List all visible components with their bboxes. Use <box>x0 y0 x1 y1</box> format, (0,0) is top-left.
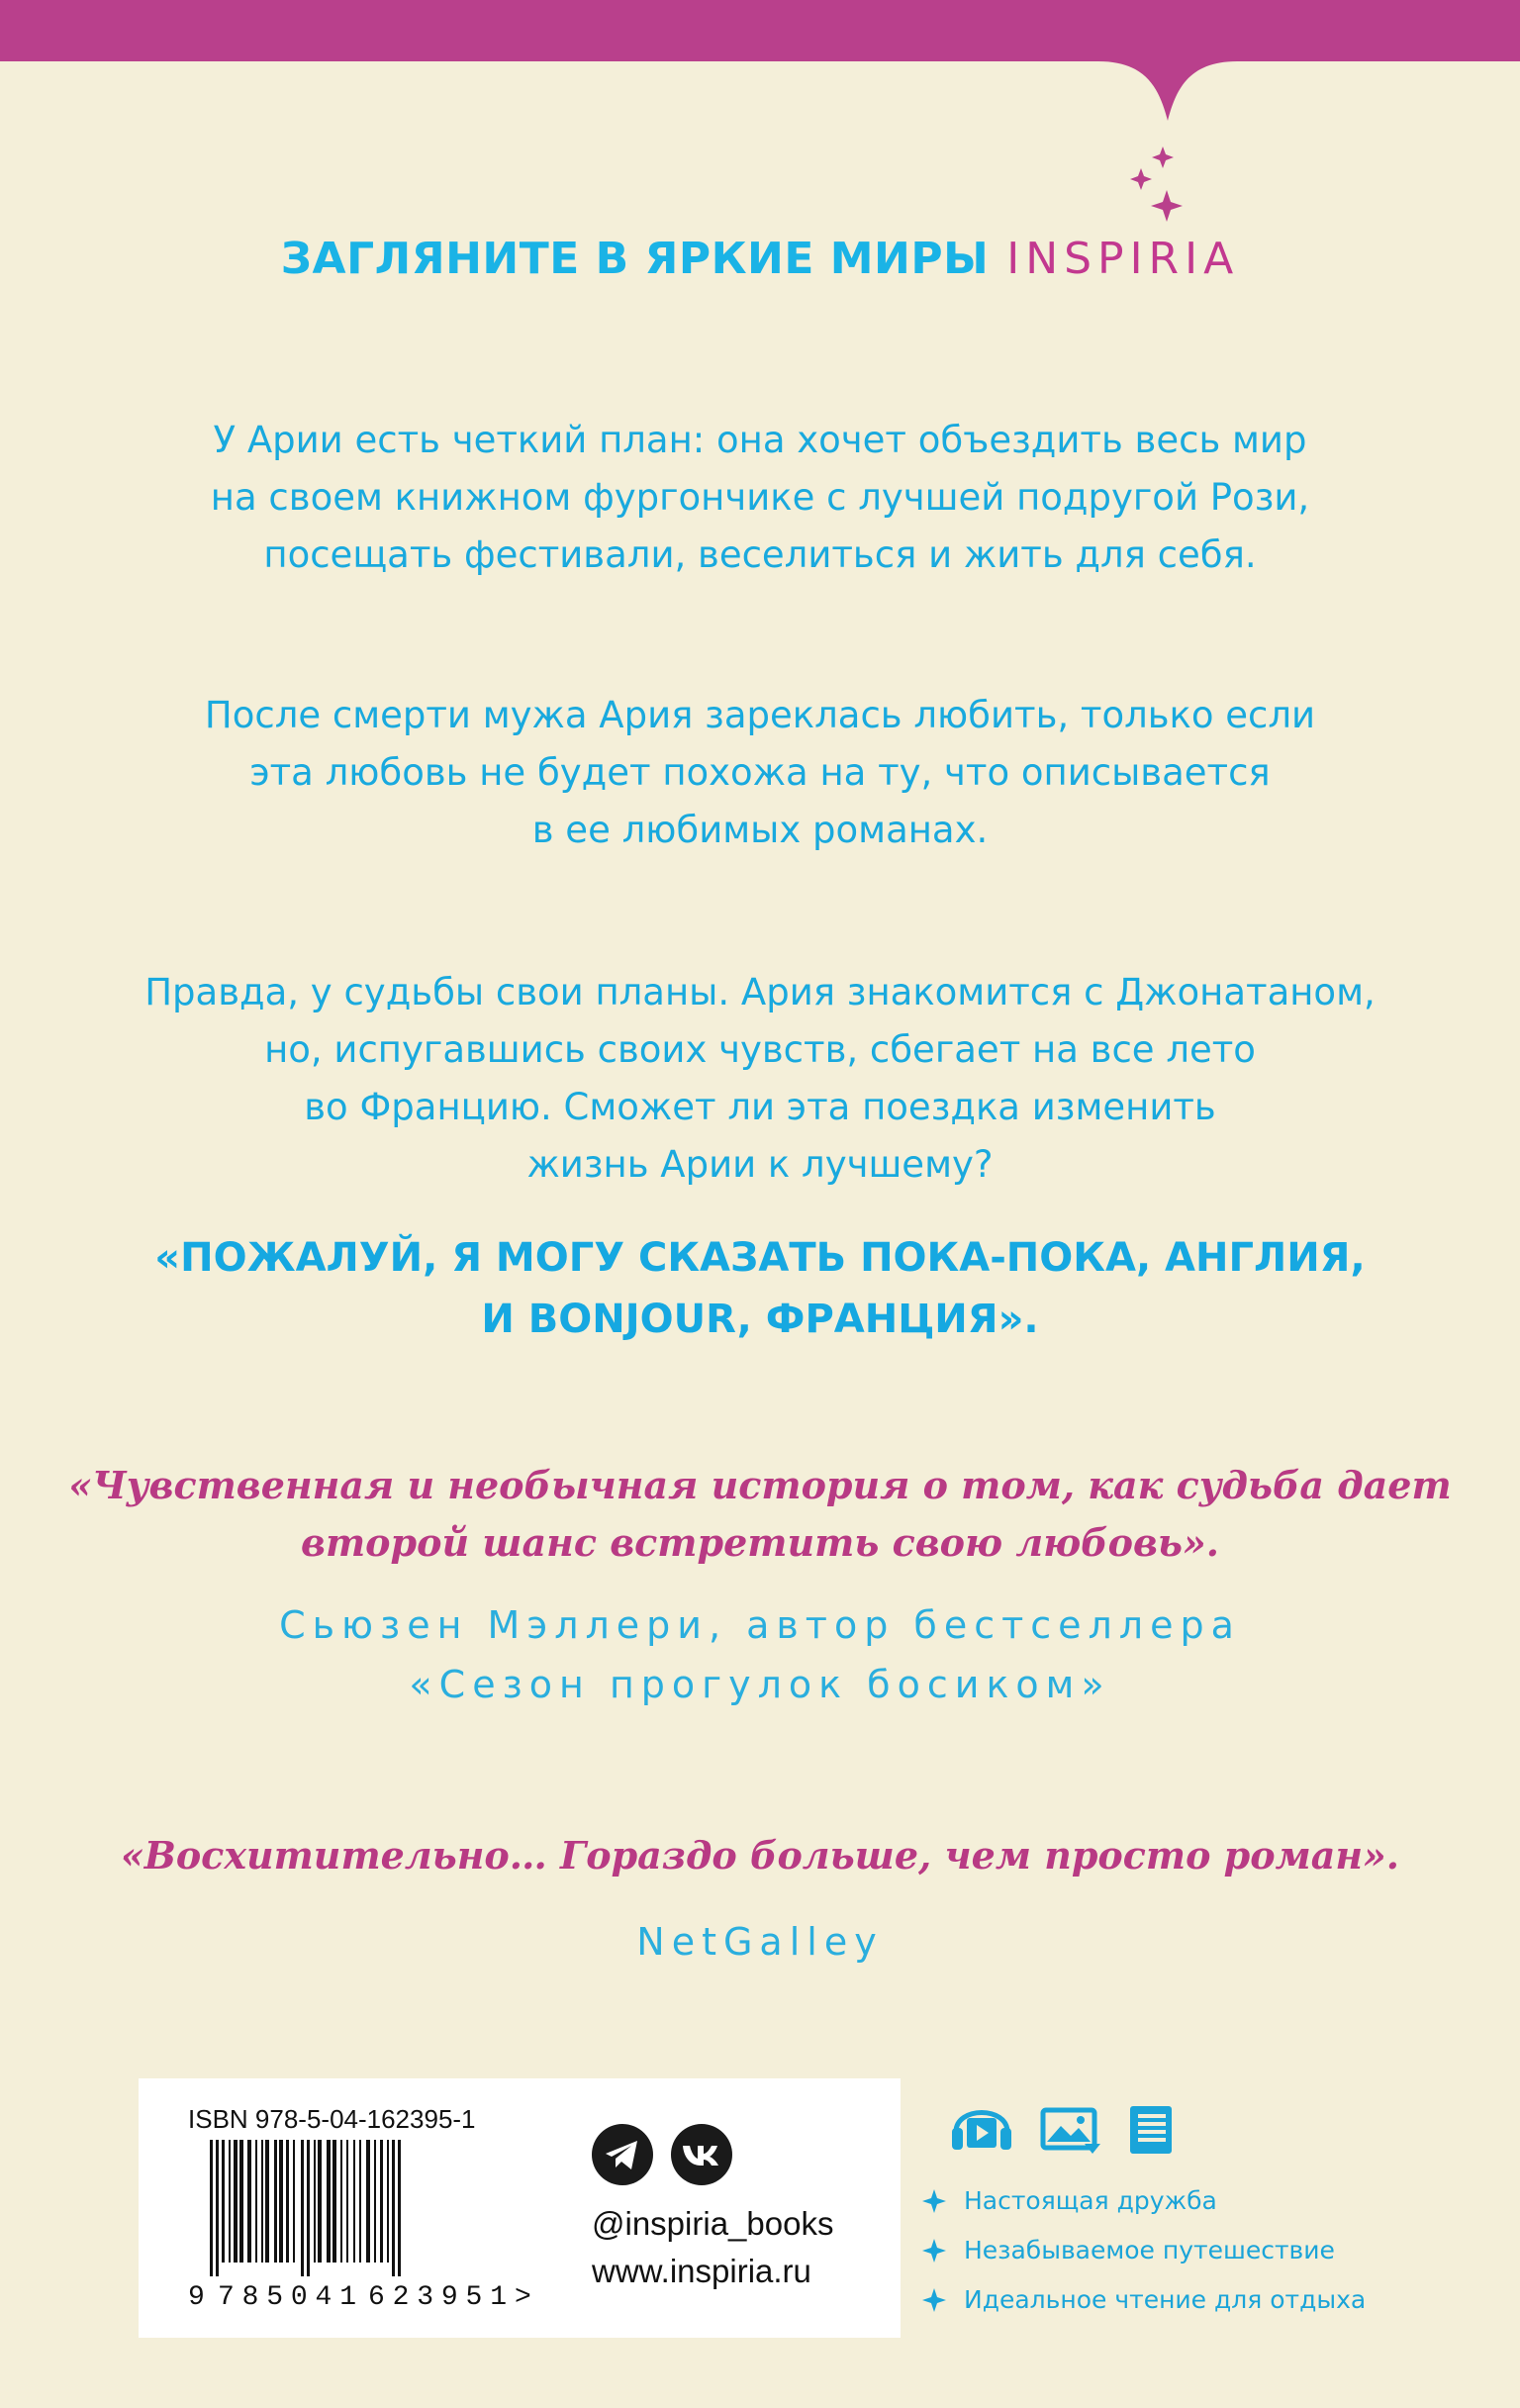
sparkle-bullet-icon <box>922 2189 946 2213</box>
feature-text: Идеальное чтение для отдыха <box>964 2285 1367 2314</box>
barcode-bar <box>293 2140 295 2263</box>
text-line: «ПОЖАЛУЙ, Я МОГУ СКАЗАТЬ ПОКА-ПОКА, АНГЛИЯ, <box>154 1235 1366 1281</box>
text-line: посещать фестивали, веселиться и жить для себя. <box>263 533 1257 576</box>
barcode-bar <box>387 2140 389 2263</box>
review-quote-2 <box>0 1827 1520 1884</box>
barcode-bar <box>327 2140 331 2263</box>
barcode-panel <box>139 2078 901 2338</box>
feature-list <box>922 2177 1516 2326</box>
barcode-bar <box>374 2140 376 2263</box>
header-line <box>0 234 1520 284</box>
blurb-paragraph-1 <box>0 412 1520 584</box>
social-handle[interactable]: @inspiria_books <box>592 2205 834 2242</box>
text-line: на своем книжном фургончике с лучшей подругой Рози, <box>210 476 1310 519</box>
text-line: «Сезон прогулок босиком» <box>409 1663 1111 1706</box>
feature-text: Незабываемое путешествие <box>964 2236 1335 2264</box>
text-line: После смерти мужа Ария зареклась любить, только если <box>204 694 1316 736</box>
barcode-bar <box>216 2140 219 2276</box>
sparkle-bullet-icon <box>922 2239 946 2263</box>
ebook-icon <box>1043 2110 1100 2154</box>
barcode-digits-right: 623951 <box>368 2282 507 2308</box>
text-line: «Восхитительно… Гораздо больше, чем просто роман». <box>120 1833 1400 1878</box>
barcode-bar <box>261 2140 263 2263</box>
telegram-icon[interactable] <box>592 2124 653 2185</box>
barcode-digits-left: 785041 <box>218 2282 356 2308</box>
review-quote-1 <box>0 1457 1520 1572</box>
text-line: жизнь Арии к лучшему? <box>526 1143 994 1186</box>
text-line: Правда, у судьбы свои планы. Ария знакомится с Джонатаном, <box>144 971 1376 1013</box>
headline: ЗАГЛЯНИТЕ В ЯРКИЕ МИРЫ <box>280 234 990 284</box>
format-icons <box>950 2088 1188 2162</box>
barcode-bar <box>332 2140 336 2263</box>
barcode-bar <box>346 2140 348 2263</box>
barcode-bar <box>307 2140 310 2276</box>
sparkle-bullet-icon <box>922 2288 946 2312</box>
barcode-bar <box>318 2140 322 2263</box>
barcode-bar <box>286 2140 289 2263</box>
barcode-bar <box>353 2140 355 2263</box>
social-icons <box>592 2124 889 2193</box>
list-item <box>922 2177 1516 2225</box>
barcode-bar <box>380 2140 383 2263</box>
highlight-quote <box>0 1227 1520 1350</box>
barcode-bar <box>229 2140 231 2263</box>
paper-book-icon <box>1130 2106 1172 2154</box>
vk-icon[interactable] <box>671 2124 732 2185</box>
isbn-label: ISBN 978-5-04-162395-1 <box>188 2104 476 2134</box>
sparkles-icon <box>1123 146 1192 226</box>
text-line: во Францию. Сможет ли эта поездка изменить <box>304 1086 1216 1128</box>
text-line: эта любовь не будет похожа на ту, что описывается <box>249 751 1271 794</box>
barcode-bar <box>274 2140 277 2263</box>
barcode-bar <box>398 2140 401 2276</box>
barcode-bar <box>210 2140 213 2276</box>
website-link[interactable]: www.inspiria.ru <box>592 2253 811 2289</box>
text-line: второй шанс встретить свою любовь». <box>301 1520 1219 1565</box>
barcode-bar <box>301 2140 304 2276</box>
barcode-bar <box>366 2140 370 2263</box>
barcode <box>184 2140 532 2308</box>
barcode-bar <box>279 2140 283 2263</box>
text-line: NetGalley <box>636 1920 884 1964</box>
text-line: У Арии есть четкий план: она хочет объездить весь мир <box>213 419 1307 461</box>
blurb-paragraph-3 <box>0 964 1520 1194</box>
top-color-band <box>0 0 1520 129</box>
review-source-2 <box>0 1912 1520 1972</box>
barcode-bar <box>359 2140 361 2263</box>
barcode-bar <box>234 2140 238 2263</box>
list-item <box>922 2276 1516 2324</box>
barcode-bar <box>247 2140 251 2263</box>
text-line: И BONJOUR, ФРАНЦИЯ». <box>481 1297 1039 1342</box>
feature-text: Настоящая дружба <box>964 2186 1217 2215</box>
barcode-bar <box>222 2140 225 2263</box>
brand-name: INSPIRIA <box>1006 234 1240 284</box>
barcode-end-mark: > <box>515 2282 531 2308</box>
text-line: «Чувственная и необычная история о том, как судьба дает <box>68 1463 1452 1507</box>
text-line: в ее любимых романах. <box>531 809 989 851</box>
barcode-bar <box>314 2140 316 2263</box>
barcode-bar <box>340 2140 342 2263</box>
text-line: но, испугавшись своих чувств, сбегает на все лето <box>264 1028 1256 1071</box>
barcode-bar <box>265 2140 269 2263</box>
barcode-bar <box>392 2140 395 2276</box>
review-source-1 <box>0 1595 1520 1714</box>
blurb-paragraph-2 <box>0 687 1520 859</box>
audiobook-icon <box>952 2113 1011 2151</box>
barcode-bar <box>239 2140 243 2263</box>
barcode-bar <box>255 2140 257 2263</box>
text-line: Сьюзен Мэллери, автор бестселлера <box>279 1603 1241 1647</box>
list-item <box>922 2227 1516 2274</box>
barcode-digit-first: 9 <box>188 2282 205 2308</box>
